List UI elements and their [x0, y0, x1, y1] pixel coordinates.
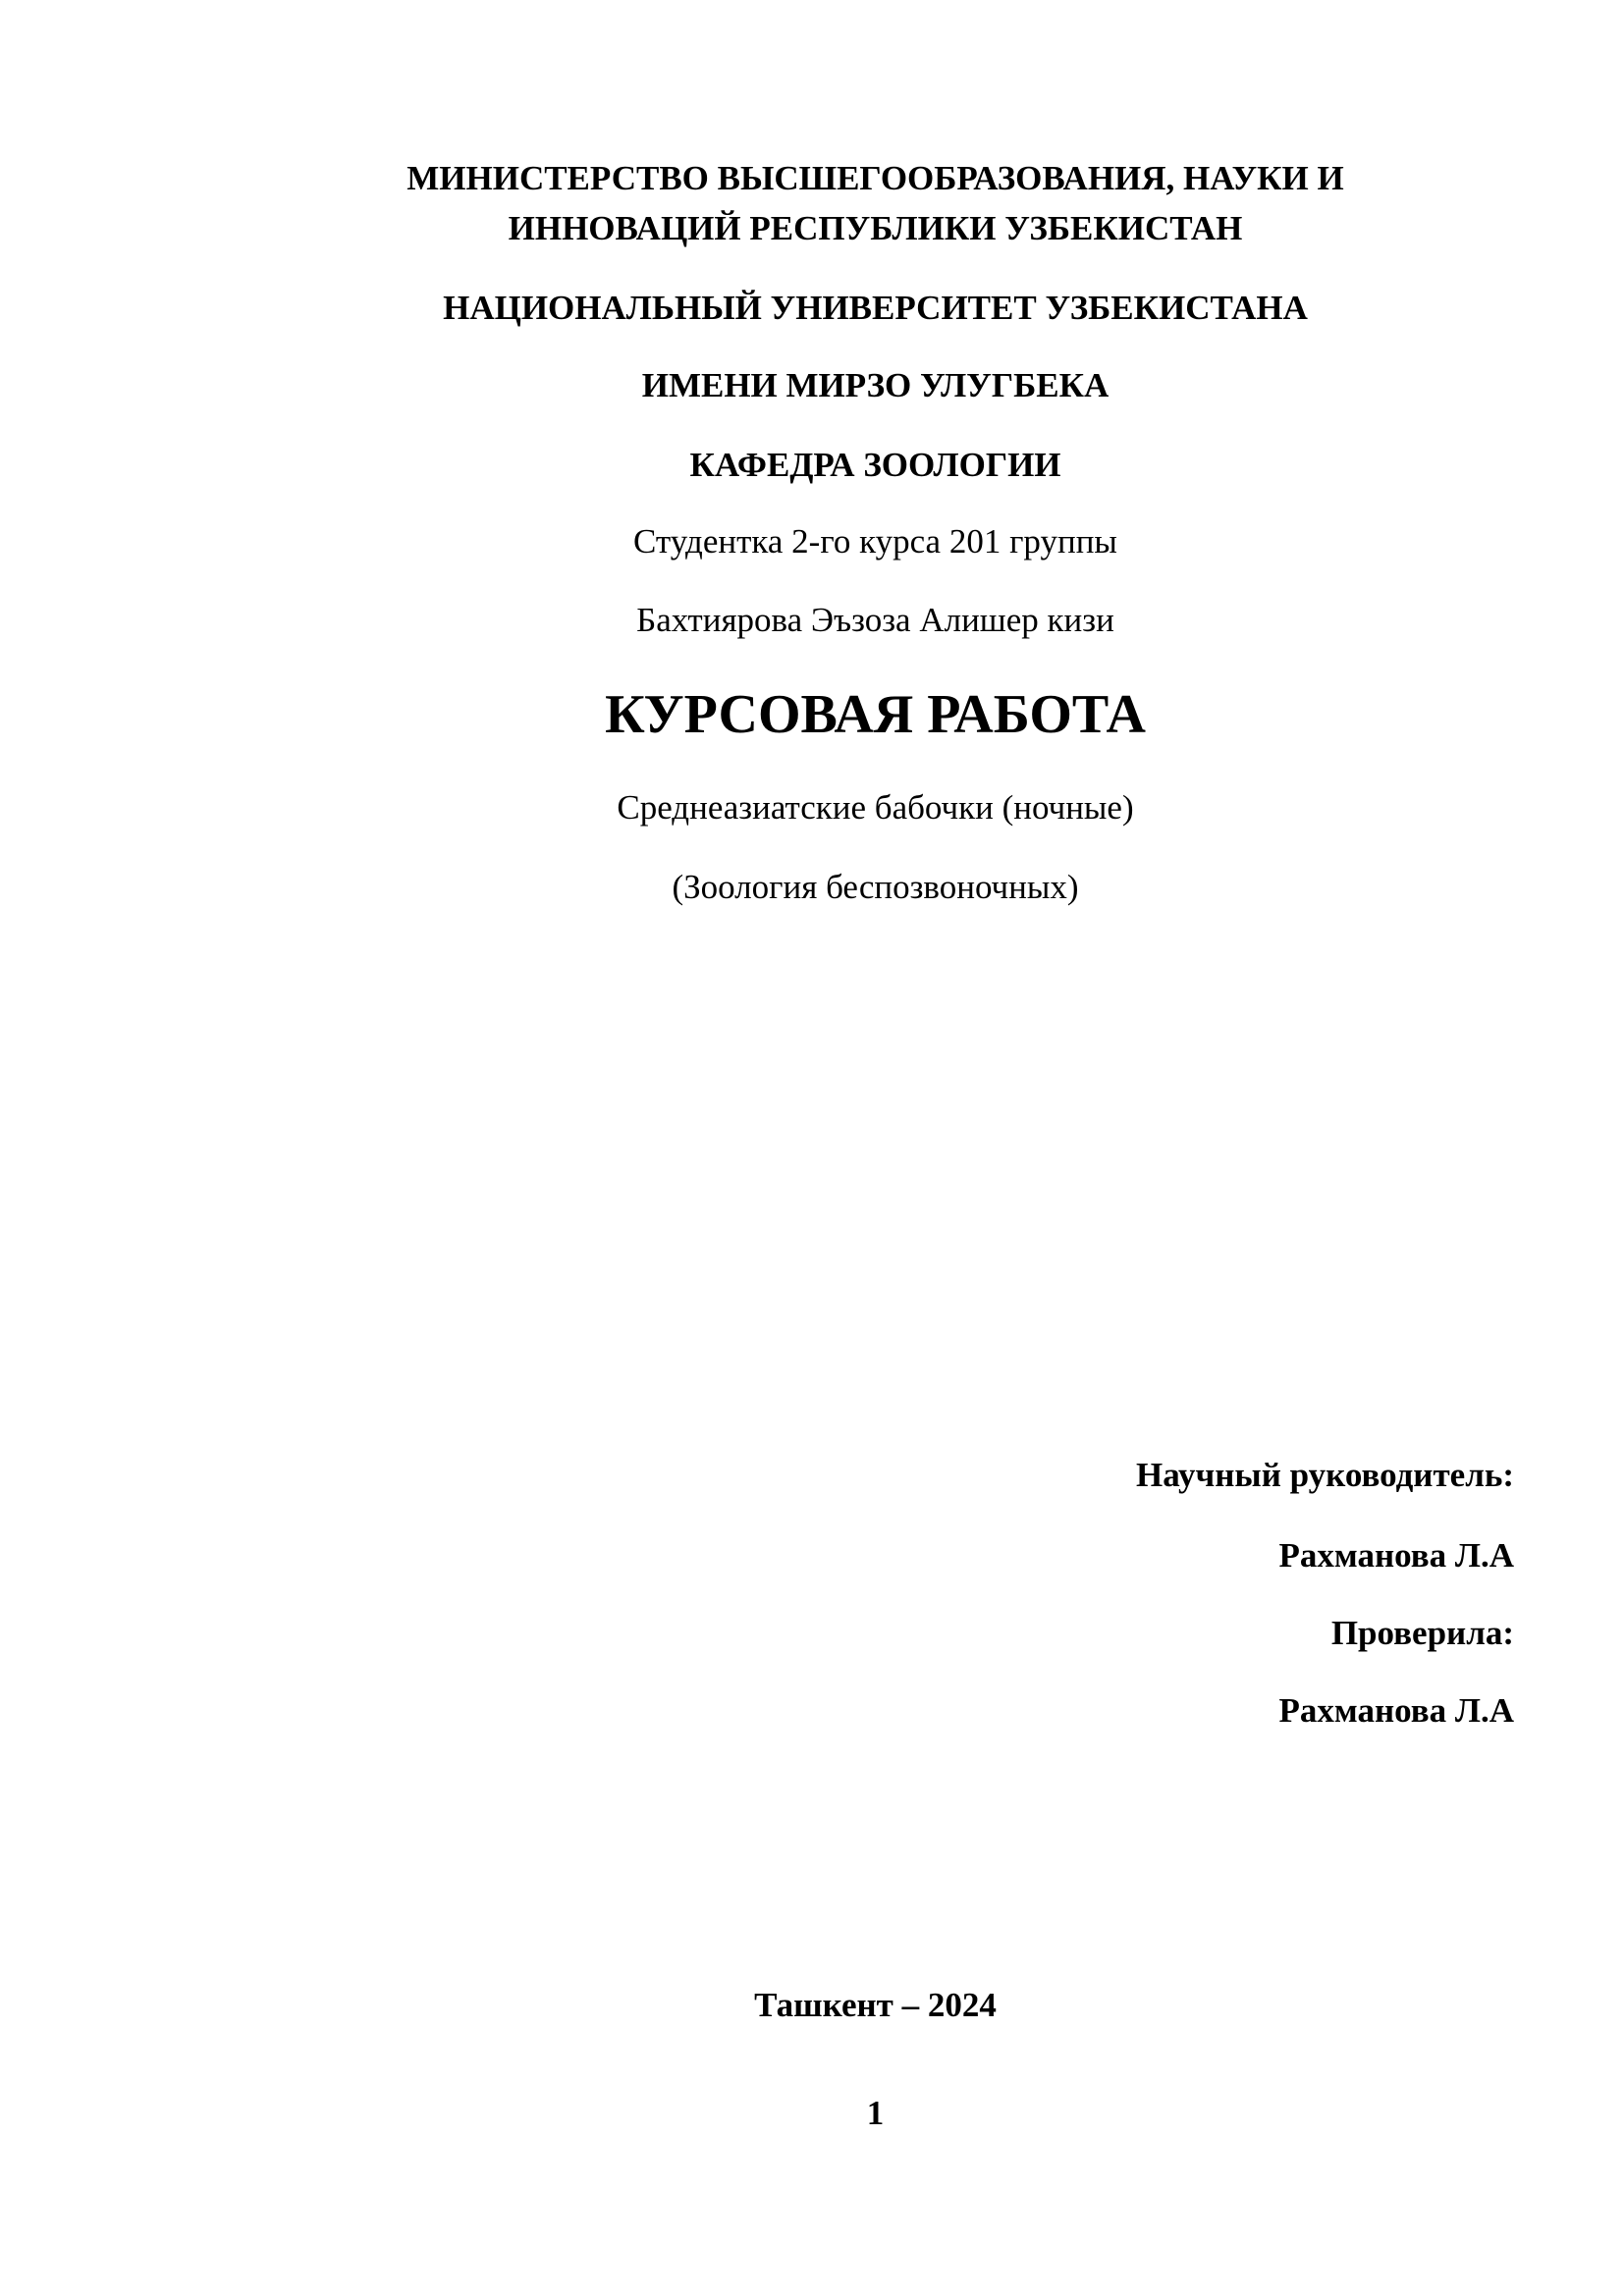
department-heading: КАФЕДРА ЗООЛОГИИ [689, 446, 1061, 484]
checked-by-name: Рахманова Л.А [1278, 1691, 1514, 1730]
checked-by-label: Проверила: [1330, 1614, 1514, 1652]
ministry-heading-line2: ИННОВАЦИЙ РЕСПУБЛИКИ УЗБЕКИСТАН [508, 209, 1243, 247]
student-course-group: Студентка 2-го курса 201 группы [633, 522, 1117, 561]
city-year: Ташкент – 2024 [754, 1986, 997, 2024]
supervisor-name: Рахманова Л.А [1278, 1536, 1514, 1575]
work-topic: Среднеазиатские бабочки (ночные) [617, 788, 1134, 827]
work-type-title: КУРСОВАЯ РАБОТА [605, 684, 1146, 745]
page-number: 1 [866, 2094, 885, 2132]
university-heading-line2: ИМЕНИ МИРЗО УЛУГБЕКА [641, 366, 1110, 404]
student-name: Бахтиярова Эъзоза Алишер кизи [636, 601, 1114, 639]
ministry-heading-line1: МИНИСТЕРСТВО ВЫСШЕГООБРАЗОВАНИЯ, НАУКИ И [406, 159, 1344, 197]
supervisor-label: Научный руководитель: [1136, 1456, 1514, 1494]
work-subject: (Зоология беспозвоночных) [672, 868, 1079, 906]
university-heading-line1: НАЦИОНАЛЬНЫЙ УНИВЕРСИТЕТ УЗБЕКИСТАНА [443, 289, 1308, 327]
